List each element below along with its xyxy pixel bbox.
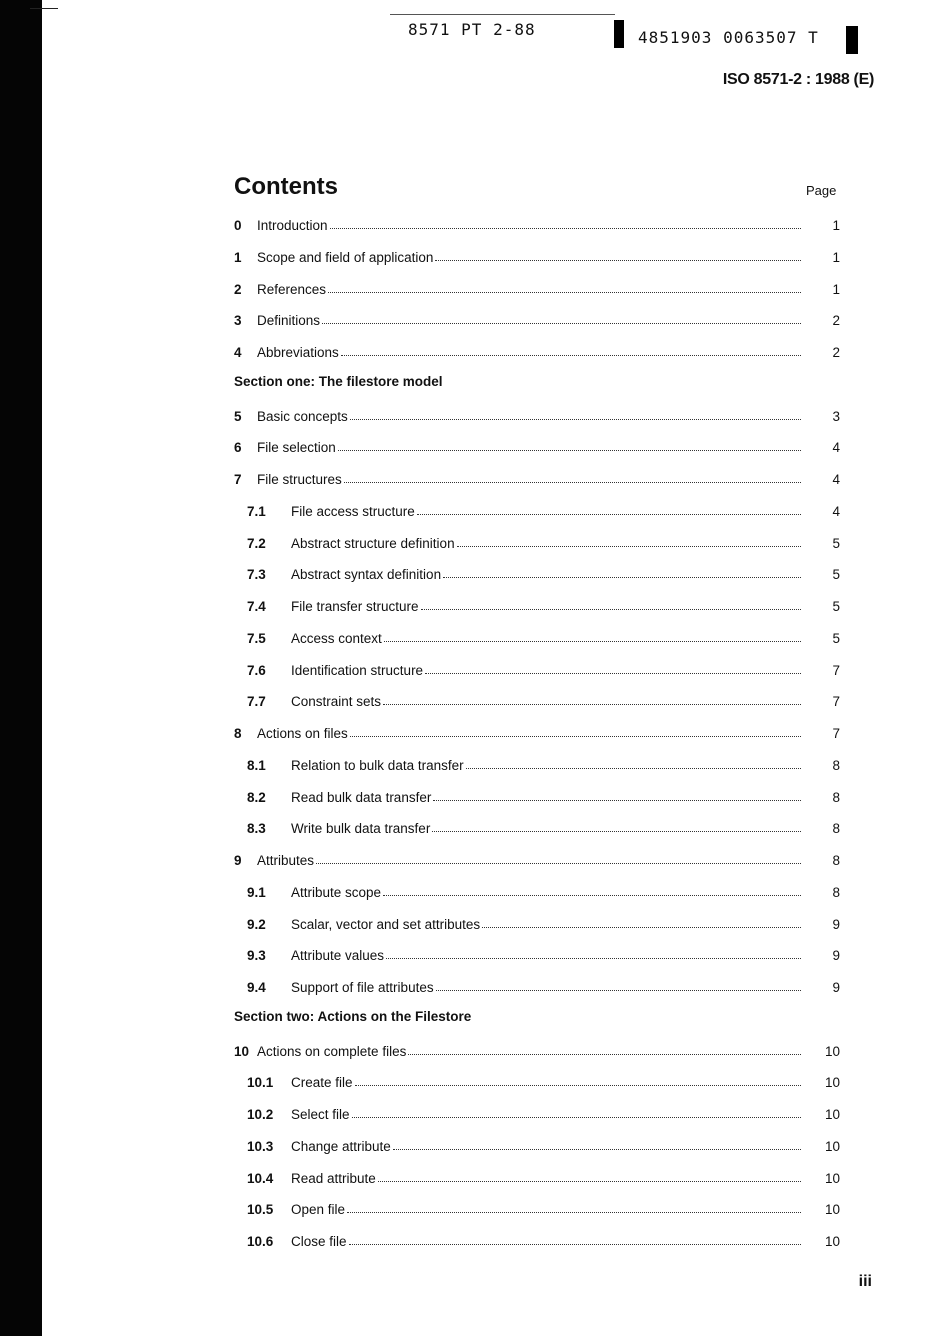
dot-leader (435, 260, 801, 261)
toc-page: 10 (824, 1234, 840, 1249)
toc-entry[interactable] (234, 1070, 840, 1090)
toc-title: Create file (291, 1075, 353, 1090)
toc-number: 6 (234, 440, 242, 455)
toc-title: File selection (257, 440, 336, 455)
toc-page: 8 (832, 790, 840, 805)
toc-title: Abbreviations (257, 345, 339, 360)
toc-title: Select file (291, 1107, 350, 1122)
section-heading: Section one: The filestore model (234, 374, 443, 389)
dot-leader (432, 831, 801, 832)
toc-page: 5 (832, 536, 840, 551)
toc-entry[interactable] (234, 1197, 840, 1217)
dot-leader (350, 419, 801, 420)
toc-entry[interactable] (234, 340, 840, 360)
toc-number: 7.5 (247, 631, 266, 646)
toc-number: 9.1 (247, 885, 266, 900)
toc-entry[interactable] (234, 943, 840, 963)
toc-title: Read bulk data transfer (291, 790, 432, 805)
toc-title: Abstract syntax definition (291, 567, 442, 582)
toc-title: Attributes (257, 853, 315, 868)
toc-entry[interactable] (234, 1134, 840, 1154)
toc-title: File structures (257, 472, 342, 487)
toc-number: 7.1 (247, 504, 266, 519)
toc-page: 2 (832, 345, 840, 360)
toc-number: 9.3 (247, 948, 266, 963)
toc-title: Read attribute (291, 1171, 376, 1186)
toc-number: 10.5 (247, 1202, 274, 1217)
toc-number: 7.6 (247, 663, 266, 678)
toc-entry[interactable] (234, 245, 840, 265)
toc-number: 10.1 (247, 1075, 274, 1090)
toc-title: Relation to bulk data transfer (291, 758, 464, 773)
scan-block-mark (846, 26, 858, 54)
toc-title: Close file (291, 1234, 347, 1249)
toc-page: 10 (824, 1139, 840, 1154)
dot-leader (349, 1244, 801, 1245)
toc-title: Introduction (257, 218, 328, 233)
dot-leader (322, 323, 801, 324)
scan-line (30, 8, 58, 9)
toc-page: 4 (832, 440, 840, 455)
scan-line (390, 14, 615, 15)
dot-leader (384, 641, 801, 642)
toc-page: 4 (832, 472, 840, 487)
toc-number: 9.2 (247, 917, 266, 932)
section-heading: Section two: Actions on the Filestore (234, 1009, 472, 1024)
toc-entry[interactable] (234, 594, 840, 614)
toc-entry[interactable] (234, 975, 840, 995)
toc-number: 7.7 (247, 694, 266, 709)
toc-page: 9 (832, 980, 840, 995)
dot-leader (378, 1181, 801, 1182)
toc-page: 8 (832, 758, 840, 773)
dot-leader (393, 1149, 801, 1150)
toc-number: 7 (234, 472, 242, 487)
toc-number: 8 (234, 726, 242, 741)
scan-block-mark (614, 20, 624, 48)
toc-title: Support of file attributes (291, 980, 434, 995)
toc-entry[interactable] (234, 213, 840, 233)
toc-entry[interactable] (234, 1229, 840, 1249)
toc-title: Actions on files (257, 726, 348, 741)
toc-page: 3 (832, 409, 840, 424)
dot-leader (355, 1085, 801, 1086)
toc-title: Definitions (257, 313, 321, 328)
toc-entry[interactable] (234, 531, 840, 551)
toc-title: Write bulk data transfer (291, 821, 431, 836)
dot-leader (383, 895, 801, 896)
toc-number: 4 (234, 345, 242, 360)
toc-page: 2 (832, 313, 840, 328)
toc-title: Access context (291, 631, 382, 646)
toc-entry[interactable] (234, 404, 840, 424)
toc-page: 10 (824, 1202, 840, 1217)
toc-title: Identification structure (291, 663, 424, 678)
dot-leader (383, 704, 801, 705)
toc-number: 7.2 (247, 536, 266, 551)
page-number: iii (858, 1273, 872, 1290)
toc-page: 4 (832, 504, 840, 519)
toc-entry[interactable] (234, 658, 840, 678)
toc-number: 10.4 (247, 1171, 274, 1186)
dot-leader (341, 355, 801, 356)
toc-entry[interactable] (234, 467, 840, 487)
dot-leader (436, 990, 801, 991)
toc-title: Constraint sets (291, 694, 382, 709)
toc-entry[interactable] (234, 1166, 840, 1186)
toc-number: 8.1 (247, 758, 266, 773)
toc-page: 10 (824, 1171, 840, 1186)
toc-number: 9.4 (247, 980, 266, 995)
page-title: Contents (234, 173, 338, 200)
dot-leader (457, 546, 801, 547)
dot-leader (421, 609, 801, 610)
toc-entry[interactable] (234, 277, 840, 297)
toc-page: 10 (824, 1044, 840, 1059)
scan-mark-left: 8571 PT 2-88 (408, 20, 536, 39)
toc-entry[interactable] (234, 308, 840, 328)
toc-page: 8 (832, 885, 840, 900)
toc-number: 10.2 (247, 1107, 274, 1122)
toc-title: Change attribute (291, 1139, 391, 1154)
toc-page: 1 (832, 282, 840, 297)
toc-entry[interactable] (234, 785, 840, 805)
toc-page: 8 (832, 853, 840, 868)
page-column-header: Page (806, 183, 837, 198)
scan-edge-bar (0, 0, 42, 1336)
toc-title: Open file (291, 1202, 346, 1217)
toc-page: 5 (832, 567, 840, 582)
toc-number: 8.3 (247, 821, 266, 836)
toc-number: 1 (234, 250, 242, 265)
toc-title: Basic concepts (257, 409, 348, 424)
dot-leader (330, 228, 801, 229)
dot-leader (425, 673, 801, 674)
toc-number: 7.4 (247, 599, 266, 614)
dot-leader (443, 577, 801, 578)
toc-number: 8.2 (247, 790, 266, 805)
toc-entry[interactable] (234, 753, 840, 773)
toc-entry[interactable] (234, 816, 840, 836)
standard-id: ISO 8571-2 : 1988 (E) (722, 71, 874, 88)
toc-number: 10.3 (247, 1139, 274, 1154)
toc-number: 10 (234, 1044, 250, 1059)
toc-title: Actions on complete files (257, 1044, 407, 1059)
toc-entry[interactable] (234, 499, 840, 519)
toc-page: 1 (832, 218, 840, 233)
dot-leader (386, 958, 801, 959)
dot-leader (350, 736, 801, 737)
toc-number: 5 (234, 409, 242, 424)
toc-number: 10.6 (247, 1234, 274, 1249)
dot-leader (433, 800, 801, 801)
toc-title: File transfer structure (291, 599, 419, 614)
dot-leader (316, 863, 801, 864)
toc-page: 1 (832, 250, 840, 265)
toc-title: Scope and field of application (257, 250, 434, 265)
toc-page: 7 (832, 726, 840, 741)
dot-leader (352, 1117, 801, 1118)
toc-title: References (257, 282, 327, 297)
toc-number: 9 (234, 853, 242, 868)
toc-page: 7 (832, 694, 840, 709)
toc-number: 3 (234, 313, 242, 328)
toc-entry[interactable] (234, 848, 840, 868)
toc-page: 5 (832, 599, 840, 614)
toc-entry[interactable] (234, 1039, 840, 1059)
toc-page: 9 (832, 948, 840, 963)
toc-title: Abstract structure definition (291, 536, 455, 551)
dot-leader (482, 927, 801, 928)
toc-title: Attribute values (291, 948, 385, 963)
dot-leader (338, 450, 801, 451)
toc-page: 5 (832, 631, 840, 646)
dot-leader (344, 482, 801, 483)
toc-entry[interactable] (234, 562, 840, 582)
toc-entry[interactable] (234, 721, 840, 741)
toc-entry[interactable] (234, 1102, 840, 1122)
dot-leader (347, 1212, 801, 1213)
toc-entry[interactable] (234, 912, 840, 932)
dot-leader (408, 1054, 801, 1055)
toc-number: 0 (234, 218, 242, 233)
toc-page: 8 (832, 821, 840, 836)
toc-entry[interactable] (234, 689, 840, 709)
dot-leader (417, 514, 801, 515)
toc-number: 2 (234, 282, 242, 297)
toc-page: 10 (824, 1075, 840, 1090)
toc-page: 9 (832, 917, 840, 932)
toc-title: File access structure (291, 504, 415, 519)
toc-title: Attribute scope (291, 885, 382, 900)
toc-page: 7 (832, 663, 840, 678)
toc-title: Scalar, vector and set attributes (291, 917, 481, 932)
scan-mark-right: 4851903 0063507 T (638, 28, 819, 47)
toc-entry[interactable] (234, 435, 840, 455)
toc-entry[interactable] (234, 880, 840, 900)
toc-entry[interactable] (234, 626, 840, 646)
toc-number: 7.3 (247, 567, 266, 582)
dot-leader (466, 768, 801, 769)
dot-leader (328, 292, 801, 293)
toc-page: 10 (824, 1107, 840, 1122)
